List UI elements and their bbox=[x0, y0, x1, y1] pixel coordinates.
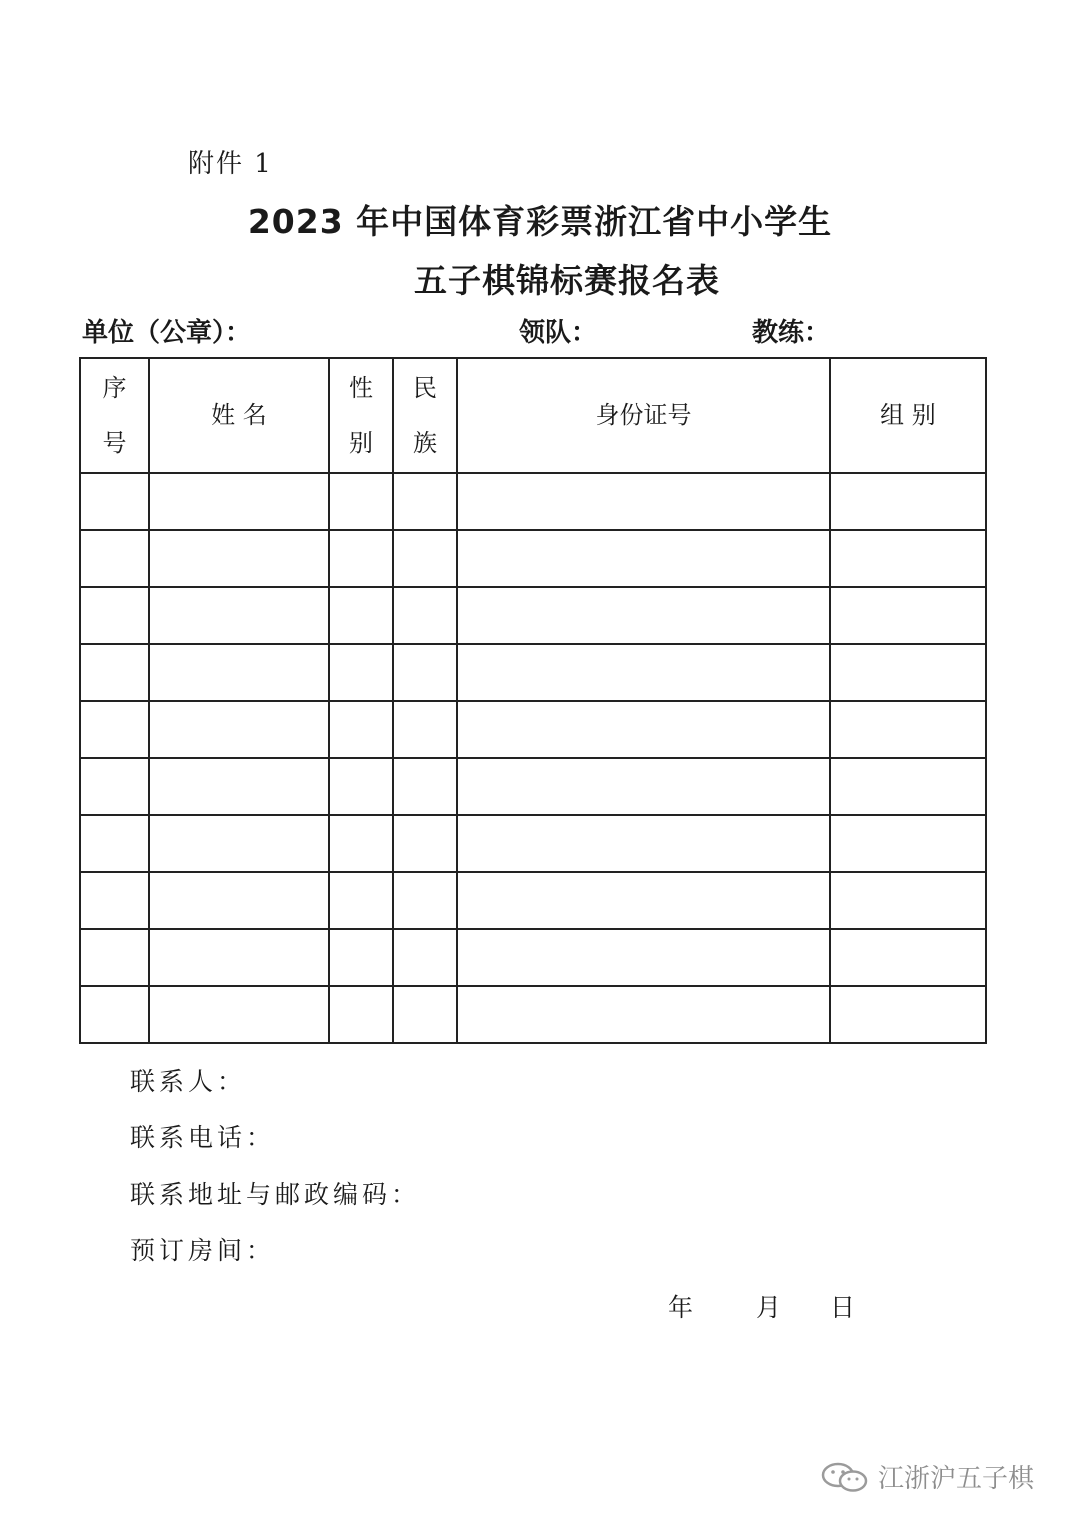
table-cell[interactable] bbox=[393, 986, 457, 1043]
table-row bbox=[80, 758, 986, 815]
table-row bbox=[80, 872, 986, 929]
wechat-icon bbox=[818, 1460, 872, 1494]
table-cell[interactable] bbox=[80, 644, 149, 701]
table-cell[interactable] bbox=[329, 473, 393, 530]
table-cell[interactable] bbox=[80, 986, 149, 1043]
table-cell[interactable] bbox=[457, 473, 830, 530]
room-booking-label: 预订房间： bbox=[130, 1236, 276, 1265]
contact-phone-label: 联系电话： bbox=[130, 1123, 276, 1152]
table-cell[interactable] bbox=[329, 815, 393, 872]
table-cell[interactable] bbox=[830, 815, 986, 872]
table-cell[interactable] bbox=[457, 815, 830, 872]
unit-label: 单位（公章）： bbox=[82, 318, 252, 348]
registration-table bbox=[79, 357, 987, 1044]
table-cell[interactable] bbox=[329, 872, 393, 929]
table-header-row bbox=[80, 358, 986, 473]
table-cell[interactable] bbox=[457, 530, 830, 587]
header-ethnicity: 民族 bbox=[393, 358, 457, 473]
table-cell[interactable] bbox=[830, 701, 986, 758]
table-cell[interactable] bbox=[830, 587, 986, 644]
table-cell[interactable] bbox=[329, 587, 393, 644]
table-cell[interactable] bbox=[80, 473, 149, 530]
table-cell[interactable] bbox=[149, 929, 329, 986]
contact-address-label: 联系地址与邮政编码： bbox=[130, 1180, 421, 1209]
table-cell[interactable] bbox=[830, 986, 986, 1043]
table-row bbox=[80, 530, 986, 587]
table-row bbox=[80, 587, 986, 644]
table-row bbox=[80, 644, 986, 701]
table-cell[interactable] bbox=[149, 758, 329, 815]
table-cell[interactable] bbox=[80, 530, 149, 587]
table-cell[interactable] bbox=[329, 644, 393, 701]
table-cell[interactable] bbox=[393, 758, 457, 815]
table-cell[interactable] bbox=[329, 986, 393, 1043]
table-row bbox=[80, 473, 986, 530]
table-cell[interactable] bbox=[149, 644, 329, 701]
table-cell[interactable] bbox=[393, 644, 457, 701]
table-cell[interactable] bbox=[393, 929, 457, 986]
table-cell[interactable] bbox=[149, 701, 329, 758]
table-cell[interactable] bbox=[457, 758, 830, 815]
table-cell[interactable] bbox=[830, 530, 986, 587]
table-cell[interactable] bbox=[149, 872, 329, 929]
table-cell[interactable] bbox=[393, 587, 457, 644]
date-year: 年 bbox=[668, 1293, 694, 1322]
table-cell[interactable] bbox=[329, 758, 393, 815]
table-cell[interactable] bbox=[149, 986, 329, 1043]
table-cell[interactable] bbox=[830, 473, 986, 530]
header-name: 姓 名 bbox=[149, 358, 329, 473]
table-cell[interactable] bbox=[149, 587, 329, 644]
watermark-text: 江浙沪五子棋 bbox=[878, 1464, 1035, 1494]
attachment-label: 附件 1 bbox=[188, 149, 273, 179]
table-row bbox=[80, 929, 986, 986]
table-cell[interactable] bbox=[149, 473, 329, 530]
header-gender: 性别 bbox=[329, 358, 393, 473]
table-cell[interactable] bbox=[393, 701, 457, 758]
form-title-line1: 2023 年中国体育彩票浙江省中小学生 bbox=[247, 202, 833, 241]
header-group: 组 别 bbox=[830, 358, 986, 473]
date-month: 月 bbox=[756, 1293, 782, 1322]
table-cell[interactable] bbox=[80, 587, 149, 644]
table-cell[interactable] bbox=[457, 986, 830, 1043]
table-row bbox=[80, 986, 986, 1043]
table-body bbox=[80, 473, 986, 1043]
contact-person-label: 联系人： bbox=[130, 1067, 247, 1096]
header-seq: 序号 bbox=[80, 358, 149, 473]
table-cell[interactable] bbox=[457, 701, 830, 758]
table-cell[interactable] bbox=[457, 587, 830, 644]
table-cell[interactable] bbox=[329, 701, 393, 758]
watermark bbox=[818, 1458, 1034, 1495]
table-cell[interactable] bbox=[830, 758, 986, 815]
table-cell[interactable] bbox=[393, 473, 457, 530]
leader-label: 领队： bbox=[519, 318, 598, 348]
table-cell[interactable] bbox=[393, 815, 457, 872]
table-cell[interactable] bbox=[393, 530, 457, 587]
table-cell[interactable] bbox=[329, 530, 393, 587]
header-id-number: 身份证号 bbox=[457, 358, 830, 473]
table-cell[interactable] bbox=[393, 872, 457, 929]
table-cell[interactable] bbox=[830, 872, 986, 929]
table-cell[interactable] bbox=[457, 872, 830, 929]
table-row bbox=[80, 701, 986, 758]
table-cell[interactable] bbox=[457, 644, 830, 701]
table-cell[interactable] bbox=[457, 929, 830, 986]
table-cell[interactable] bbox=[830, 644, 986, 701]
table-cell[interactable] bbox=[80, 872, 149, 929]
table-cell[interactable] bbox=[329, 929, 393, 986]
table-cell[interactable] bbox=[80, 758, 149, 815]
table-cell[interactable] bbox=[80, 701, 149, 758]
table-cell[interactable] bbox=[80, 929, 149, 986]
table-cell[interactable] bbox=[149, 815, 329, 872]
table-cell[interactable] bbox=[149, 530, 329, 587]
form-title-line2: 五子棋锦标赛报名表 bbox=[414, 261, 720, 300]
coach-label: 教练： bbox=[752, 318, 831, 348]
table-row bbox=[80, 815, 986, 872]
table-cell[interactable] bbox=[830, 929, 986, 986]
date-day: 日 bbox=[830, 1293, 856, 1322]
table-cell[interactable] bbox=[80, 815, 149, 872]
